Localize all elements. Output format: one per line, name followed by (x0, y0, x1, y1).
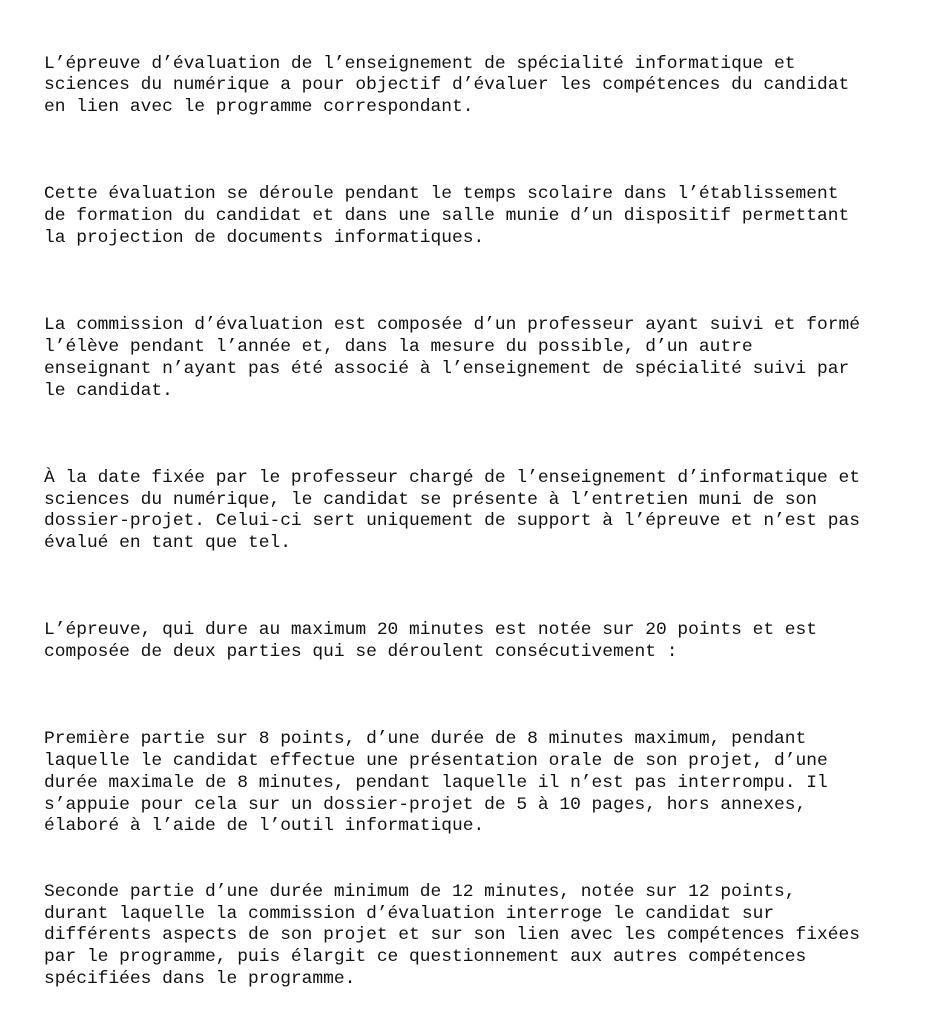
paragraph-part-one: Première partie sur 8 points, d’une durée de 8 minutes maximum, pendant laquelle le candidat effectue une présentation orale de son projet, d’une durée maximale de 8 minutes, pendant laquelle il n’est pas interrompu. Il s’appuie pour cela sur un dossier-projet de 5 à 10 pages, hors annexes, élaboré à l’aide de l’outil informatique. (44, 729, 828, 837)
paragraph-objective: L’épreuve d’évaluation de l’enseignement de spécialité informatique et sciences du numérique a pour objectif d’évaluer les compétences du candidat en lien avec le programme correspondant. (44, 53, 850, 118)
paragraph-part-two: Seconde partie d’une durée minimum de 12 minutes, notée sur 12 points, durant laquelle la commission d’évaluation interroge le candidat sur différents aspects de son projet et sur son lien avec les compétences fixées par le programme, puis élargit ce questionnement aux autres compétences spécifiées dans le programme. (44, 881, 860, 990)
paragraph-commission: La commission d’évaluation est composée d’un professeur ayant suivi et formé l’élève pendant l’année et, dans la mesure du possible, d’un autre enseignant n’ayant pas été associé à l’enseignement de spécialité suivi par le candidat. (44, 315, 860, 401)
paragraph-duration: L’épreuve, qui dure au maximum 20 minutes est notée sur 20 points et est composée de deux parties qui se déroulent consécutivement : (44, 620, 818, 663)
paragraph-dossier: À la date fixée par le professeur chargé de l’enseignement d’informatique et sciences du numérique, le candidat se présente à l’entretien muni de son dossier-projet. Celui-ci sert uniquement de support à l’épreuve et n’est pas évalué en tant que tel. (44, 467, 860, 554)
document-body (44, 10, 914, 1013)
paragraph-conditions: Cette évaluation se déroule pendant le temps scolaire dans l’établissement de formation du candidat et dans une salle munie d’un dispositif permettant la projection de documents informatiques. (44, 184, 850, 248)
